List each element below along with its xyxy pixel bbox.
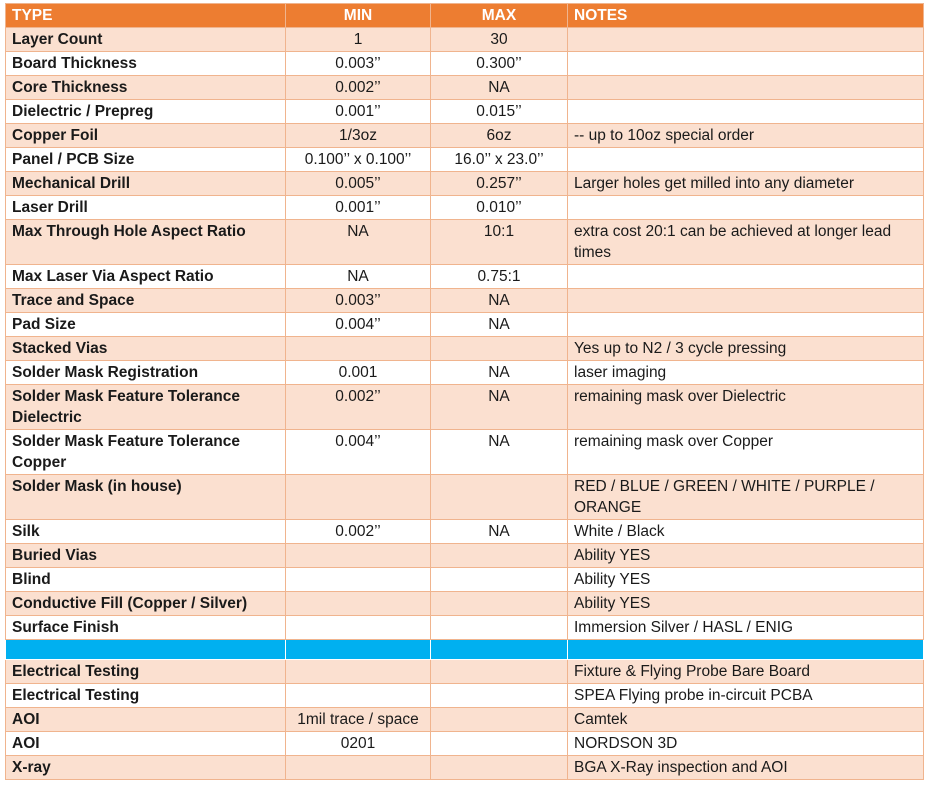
cell-min: 1mil trace / space [286,708,431,732]
cell-max: NA [431,313,568,337]
cell-min: 0.005’’ [286,172,431,196]
cell-min [286,568,431,592]
cell-notes: remaining mask over Dielectric [568,385,924,430]
cell-min: NA [286,265,431,289]
cell-min: 0.002’’ [286,385,431,430]
cell-notes: remaining mask over Copper [568,430,924,475]
cell-notes: Fixture & Flying Probe Bare Board [568,660,924,684]
table-row [6,544,924,568]
table-row [6,756,924,780]
cell-max: 16.0’’ x 23.0’’ [431,148,568,172]
table-row [6,708,924,732]
cell-min: 0201 [286,732,431,756]
cell-notes: SPEA Flying probe in-circuit PCBA [568,684,924,708]
cell-type: Dielectric / Prepreg [6,100,286,124]
cell-type: Stacked Vias [6,337,286,361]
table-row [6,337,924,361]
table-row [6,430,924,475]
cell-type: Max Through Hole Aspect Ratio [6,220,286,265]
cell-min: NA [286,220,431,265]
cell-notes: RED / BLUE / GREEN / WHITE / PURPLE / ORANGE [568,475,924,520]
cell-min: 0.001 [286,361,431,385]
cell-type: Copper Foil [6,124,286,148]
cell-notes: White / Black [568,520,924,544]
cell-min [286,684,431,708]
cell-type: Board Thickness [6,52,286,76]
cell-min [286,475,431,520]
table-row [6,520,924,544]
separator-cell [431,640,568,660]
cell-min: 0.001’’ [286,196,431,220]
cell-type: Silk [6,520,286,544]
cell-notes [568,52,924,76]
cell-type: Panel / PCB Size [6,148,286,172]
header-row [6,4,924,28]
cell-max [431,544,568,568]
cell-max: NA [431,289,568,313]
cell-min: 0.004’’ [286,313,431,337]
cell-type: X-ray [6,756,286,780]
cell-min: 0.001’’ [286,100,431,124]
table-row [6,616,924,640]
cell-max [431,756,568,780]
cell-type: AOI [6,708,286,732]
cell-max [431,684,568,708]
cell-min: 0.002’’ [286,76,431,100]
cell-type: Blind [6,568,286,592]
cell-max: NA [431,520,568,544]
cell-notes [568,196,924,220]
separator-row [6,640,924,660]
cell-max [431,616,568,640]
table-row [6,475,924,520]
cell-type: Laser Drill [6,196,286,220]
cell-max: 0.300’’ [431,52,568,76]
cell-max: 0.010’’ [431,196,568,220]
cell-notes [568,148,924,172]
table-row [6,76,924,100]
cell-notes: NORDSON 3D [568,732,924,756]
table-row [6,289,924,313]
cell-type: Buried Vias [6,544,286,568]
cell-notes [568,265,924,289]
capabilities-table [5,3,924,780]
table-body [6,28,924,780]
cell-min [286,660,431,684]
separator-cell [286,640,431,660]
cell-max [431,592,568,616]
table-row [6,124,924,148]
table-row [6,684,924,708]
cell-notes: Yes up to N2 / 3 cycle pressing [568,337,924,361]
cell-max: NA [431,385,568,430]
table-row [6,52,924,76]
cell-notes [568,76,924,100]
header-max: MAX [431,4,568,28]
cell-min: 0.003’’ [286,289,431,313]
cell-notes: Ability YES [568,592,924,616]
cell-notes: BGA X-Ray inspection and AOI [568,756,924,780]
cell-max: 0.257’’ [431,172,568,196]
cell-notes: Larger holes get milled into any diameter [568,172,924,196]
cell-min [286,544,431,568]
separator-cell [6,640,286,660]
cell-type: Layer Count [6,28,286,52]
cell-max: 0.75:1 [431,265,568,289]
cell-type: Electrical Testing [6,684,286,708]
cell-type: Solder Mask (in house) [6,475,286,520]
cell-notes: laser imaging [568,361,924,385]
header-type: TYPE [6,4,286,28]
cell-notes [568,289,924,313]
cell-notes: Camtek [568,708,924,732]
cell-type: Solder Mask Registration [6,361,286,385]
cell-type: Mechanical Drill [6,172,286,196]
table-row [6,220,924,265]
cell-notes: extra cost 20:1 can be achieved at longer lead times [568,220,924,265]
cell-max: 30 [431,28,568,52]
cell-max: NA [431,430,568,475]
table-row [6,172,924,196]
header-notes: NOTES [568,4,924,28]
cell-notes [568,313,924,337]
cell-min: 1/3oz [286,124,431,148]
cell-notes: Ability YES [568,568,924,592]
cell-notes [568,28,924,52]
table-row [6,196,924,220]
cell-type: Solder Mask Feature Tolerance Copper [6,430,286,475]
header-min: MIN [286,4,431,28]
table-row [6,592,924,616]
cell-type: Solder Mask Feature Tolerance Dielectric [6,385,286,430]
cell-max [431,568,568,592]
cell-max [431,660,568,684]
cell-max [431,337,568,361]
cell-max: 10:1 [431,220,568,265]
cell-max: NA [431,361,568,385]
table-row [6,265,924,289]
table-row [6,385,924,430]
cell-min: 0.004’’ [286,430,431,475]
cell-min: 1 [286,28,431,52]
cell-min [286,756,431,780]
cell-min [286,592,431,616]
table-row [6,361,924,385]
separator-cell [568,640,924,660]
cell-type: Conductive Fill (Copper / Silver) [6,592,286,616]
cell-type: Trace and Space [6,289,286,313]
cell-type: AOI [6,732,286,756]
table-row [6,148,924,172]
cell-min: 0.003’’ [286,52,431,76]
table-row [6,100,924,124]
cell-max [431,475,568,520]
cell-min: 0.002’’ [286,520,431,544]
cell-type: Max Laser Via Aspect Ratio [6,265,286,289]
cell-notes: Immersion Silver / HASL / ENIG [568,616,924,640]
cell-notes: Ability YES [568,544,924,568]
table-row [6,313,924,337]
cell-min [286,337,431,361]
cell-max: 6oz [431,124,568,148]
cell-type: Core Thickness [6,76,286,100]
cell-type: Pad Size [6,313,286,337]
cell-notes [568,100,924,124]
table-row [6,732,924,756]
cell-notes: -- up to 10oz special order [568,124,924,148]
cell-min: 0.100’’ x 0.100’’ [286,148,431,172]
table-row [6,568,924,592]
table-row [6,660,924,684]
cell-max: NA [431,76,568,100]
cell-max [431,732,568,756]
cell-type: Surface Finish [6,616,286,640]
cell-type: Electrical Testing [6,660,286,684]
cell-max [431,708,568,732]
cell-min [286,616,431,640]
cell-max: 0.015’’ [431,100,568,124]
table-row [6,28,924,52]
